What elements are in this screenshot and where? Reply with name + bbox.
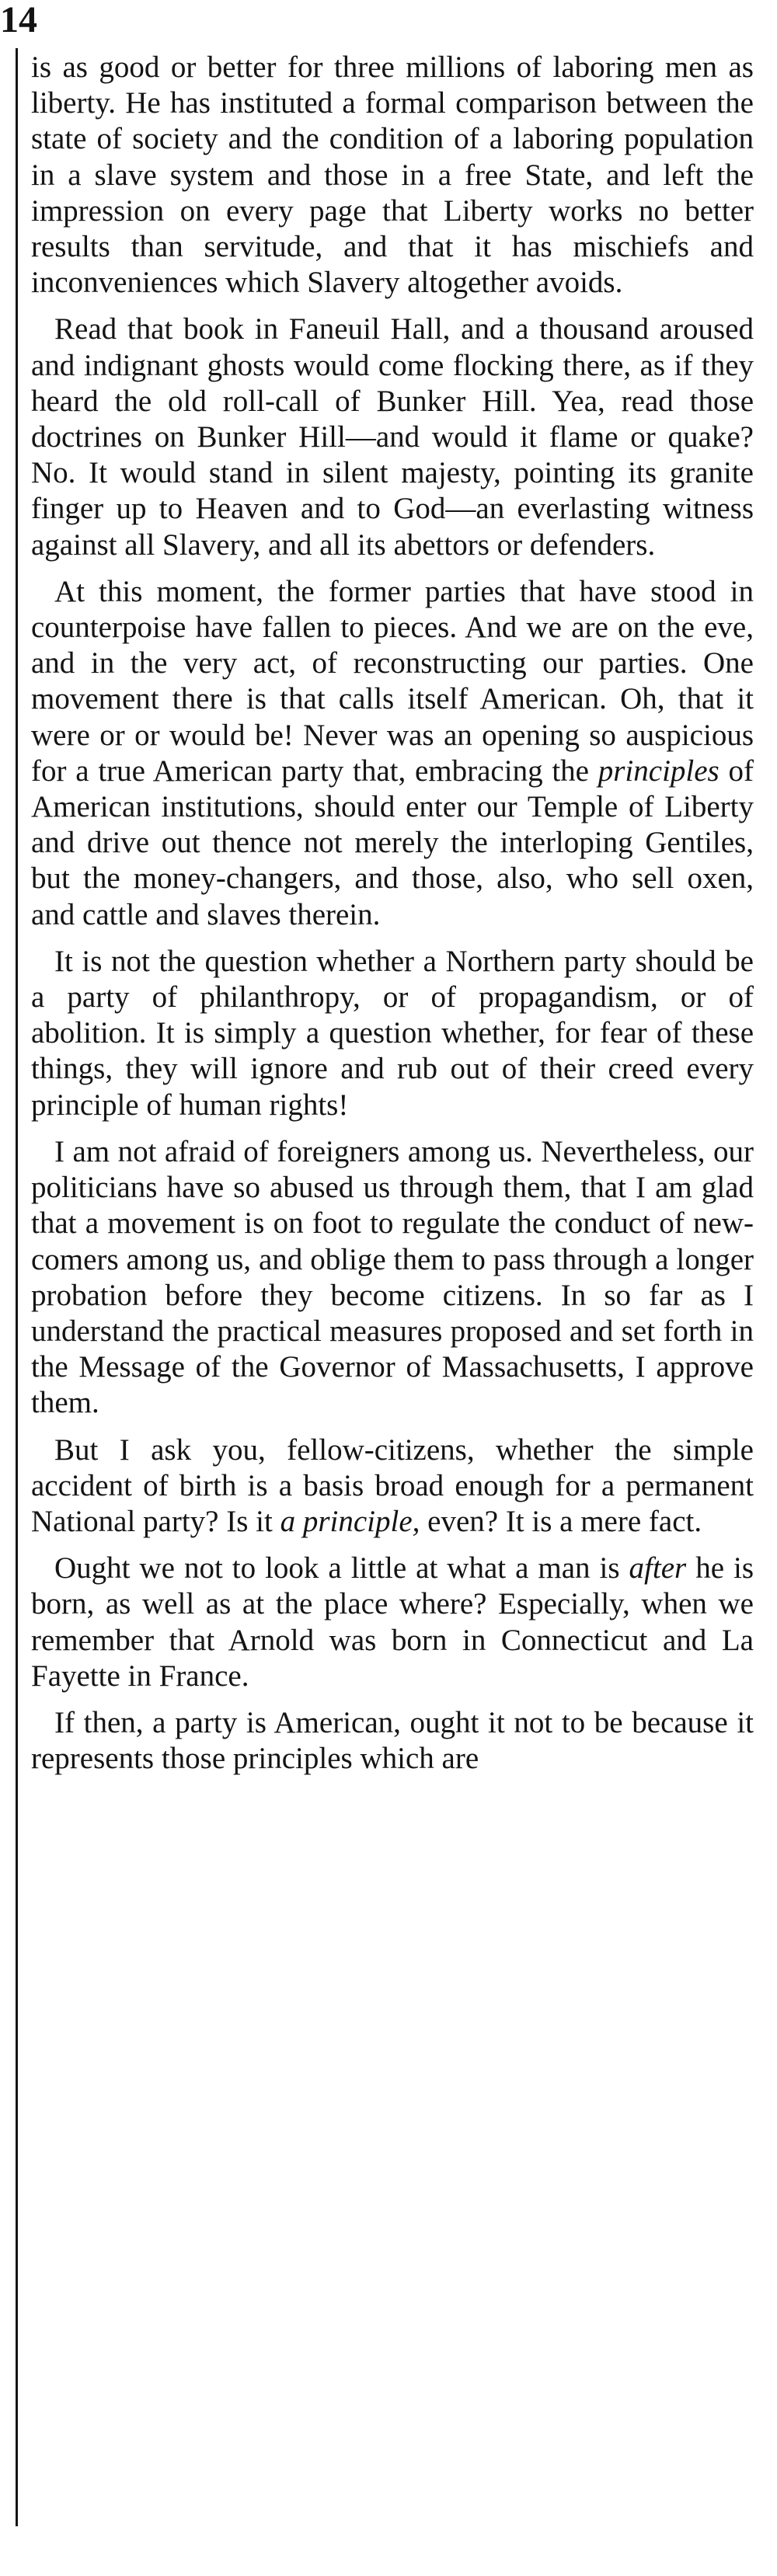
paragraph-2-text: Read that book in Faneuil Hall, and a thousand aroused and indignant ghosts would come flocking there, as if they heard the old roll-call of Bunker Hill. Yea, read those doctrines on Bunker Hill—and would it flame or quake? No. It would stand in silent majesty, pointing its granite finger up to Heaven and to God—an everlasting witness against all Slavery, and all its abettors or defenders. — [31, 312, 754, 562]
paragraph-7 — [31, 1551, 754, 1694]
paragraph-3-italic: principles — [598, 754, 720, 788]
paragraph-3 — [31, 574, 754, 933]
page-number: 14 — [0, 0, 37, 40]
paragraph-5 — [31, 1134, 754, 1422]
paragraph-1 — [31, 50, 754, 301]
paragraph-7-text: Ought we not to look a little at what a man is — [54, 1551, 629, 1586]
body-text — [31, 50, 754, 1777]
paragraph-2 — [31, 312, 754, 562]
paragraph-7-italic: after — [629, 1551, 687, 1586]
margin-rule — [16, 48, 18, 2526]
paragraph-5-text: I am not afraid of foreigners among us. Nevertheless, our politicians have so abused us through them, that I am glad that a movement is on foot to regulate the conduct of new-comers among us, and oblige them to pass through a longer probation before they become citizens. In so far as I understand the practical measures proposed and set forth in the Message of the Governor of Massachusetts, I approve them. — [31, 1134, 754, 1420]
paragraph-6-text: But I ask you, fellow-citizens, whether the simple accident of birth is a basis broad enough for a permanent National party? Is it — [31, 1432, 754, 1538]
paragraph-3-text-cont: of American institutions, should enter our Temple of Liberty and drive out thence not merely the interloping Gentiles, but the money-changers, and those, also, who sell oxen, and cattle and slaves therein. — [31, 754, 754, 931]
paragraph-6-text-cont: even? It is a mere fact. — [420, 1504, 702, 1538]
paragraph-7-text-cont: he is born, as well as at the place where? Especially, when we remember that Arnold was born in Connecticut and La Fayette in France. — [31, 1551, 754, 1693]
paragraph-8 — [31, 1705, 754, 1777]
paragraph-6 — [31, 1432, 754, 1540]
paragraph-6-italic: a principle, — [280, 1504, 420, 1538]
paragraph-8-text: If then, a party is American, ought it not to be because it represents those principles which are — [31, 1705, 754, 1776]
paragraph-4-text: It is not the question whether a Northern party should be a party of philanthropy, or of propagandism, or of abolition. It is simply a question whether, for fear of these things, they will ignore and rub out of their creed every principle of human rights! — [31, 944, 754, 1122]
paragraph-1-text: is as good or better for three millions of laboring men as liberty. He has instituted a formal comparison between the state of society and the condition of a laboring population in a slave system and those in a free State, and left the impression on every page that Liberty works no better results than servitude, and that it has mischiefs and inconveniences which Slavery altogether avoids. — [31, 50, 754, 300]
paragraph-4 — [31, 944, 754, 1123]
paragraph-3-text: At this moment, the former parties that have stood in counterpoise have fallen to pieces. And we are on the eve, and in the very act, of reconstructing our parties. One movement there is that calls itself American. Oh, that it were or or would be! Never was an opening so auspicious for a true American party that, embracing the — [31, 574, 754, 788]
